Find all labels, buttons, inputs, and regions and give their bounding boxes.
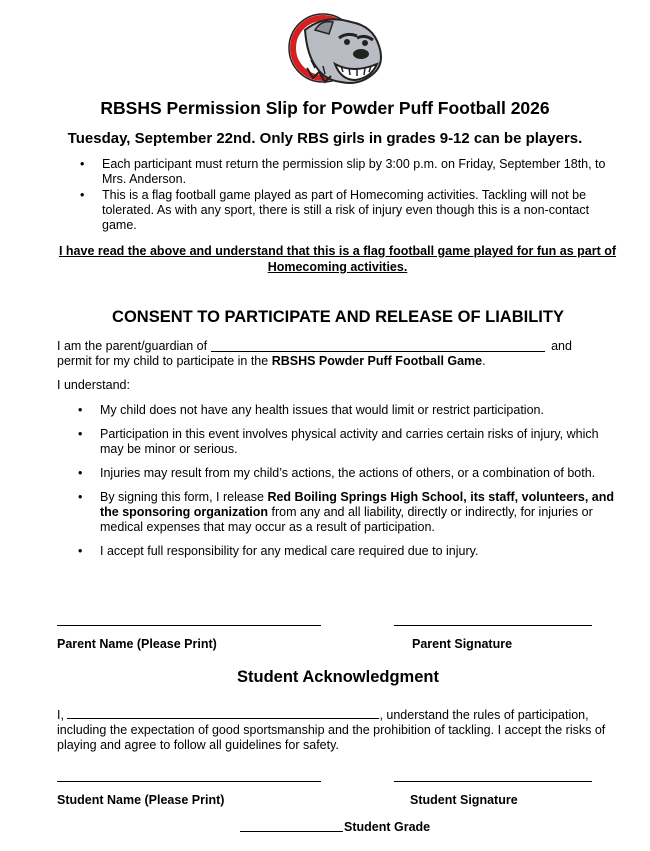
student-signature-label: Student Signature <box>410 793 518 807</box>
student-statement: , understand the rules of participation, including the expectation of good sportsmanship and the prohibition of tackling. I accept the risks of playing and agree to follow all guidelines for safety. <box>57 708 606 752</box>
release-parties: Red Boiling Springs High School, its staff, volunteers, and the sponsoring organization <box>100 490 615 519</box>
game-name: RBSHS Powder Puff Football Game <box>271 354 483 368</box>
parent-signature-label: Parent Signature <box>412 637 513 651</box>
permit-text: permit for my child to participate in the <box>57 354 269 368</box>
student-grade-row <box>240 818 430 834</box>
guardian-paragraph <box>57 339 617 369</box>
page-title: RBSHS Permission Slip for Powder Puff Football 2026 <box>100 98 550 118</box>
student-name-inline-field[interactable] <box>67 707 379 719</box>
list-item: • Each participant must return the permission slip by 3:00 p.m. on Friday, September 18th, to Mrs. Anderson. <box>80 157 625 187</box>
student-paragraph <box>57 707 617 753</box>
guardian-suffix: and <box>551 339 572 353</box>
list-item <box>78 490 623 535</box>
list-item: • My child does not have any health issues that would limit or restrict participation. <box>78 403 623 418</box>
acknowledgement-statement: I have read the above and understand that this is a flag football game played for fun as part of Homecoming activities. <box>58 244 617 274</box>
student-name-label: Student Name (Please Print) <box>57 793 225 807</box>
bulldog-mascot-icon <box>285 8 393 90</box>
student-grade-field[interactable] <box>240 818 343 832</box>
consent-list <box>78 403 623 568</box>
period: . <box>482 354 486 368</box>
release-post: from any and all liability, directly or indirectly, for injuries or medical expenses that may occur as a result of participation. <box>100 505 593 534</box>
student-prefix: I, <box>57 708 64 722</box>
list-item: • Participation in this event involves physical activity and carries certain risks of injury, which may be minor or serious. <box>78 427 623 457</box>
student-signature-field[interactable] <box>394 781 592 782</box>
guardian-prefix: I am the parent/guardian of <box>57 339 208 353</box>
page-subtitle: Tuesday, September 22nd. Only RBS girls in grades 9-12 can be players. <box>67 130 583 147</box>
understand-label: I understand: <box>57 378 130 392</box>
list-item: • Injuries may result from my child’s actions, the actions of others, or a combination of both. <box>78 466 623 481</box>
consent-title: CONSENT TO PARTICIPATE AND RELEASE OF LIABILITY <box>112 308 564 326</box>
student-grade-label: Student Grade <box>344 820 431 834</box>
release-pre: By signing this form, I release <box>100 490 264 504</box>
parent-name-label: Parent Name (Please Print) <box>57 637 217 651</box>
parent-signature-field[interactable] <box>394 625 592 626</box>
list-item: • This is a flag football game played as part of Homecoming activities. Tackling will not be tolerated. As with any sport, there is still a risk of injury even though this is a non-contact game. <box>80 188 625 233</box>
parent-name-field[interactable] <box>57 625 321 626</box>
child-name-field[interactable] <box>211 339 545 352</box>
student-name-field[interactable] <box>57 781 321 782</box>
student-section-title: Student Acknowledgment <box>237 668 439 686</box>
intro-list <box>80 157 625 234</box>
list-item: • I accept full responsibility for any medical care required due to injury. <box>78 544 623 559</box>
